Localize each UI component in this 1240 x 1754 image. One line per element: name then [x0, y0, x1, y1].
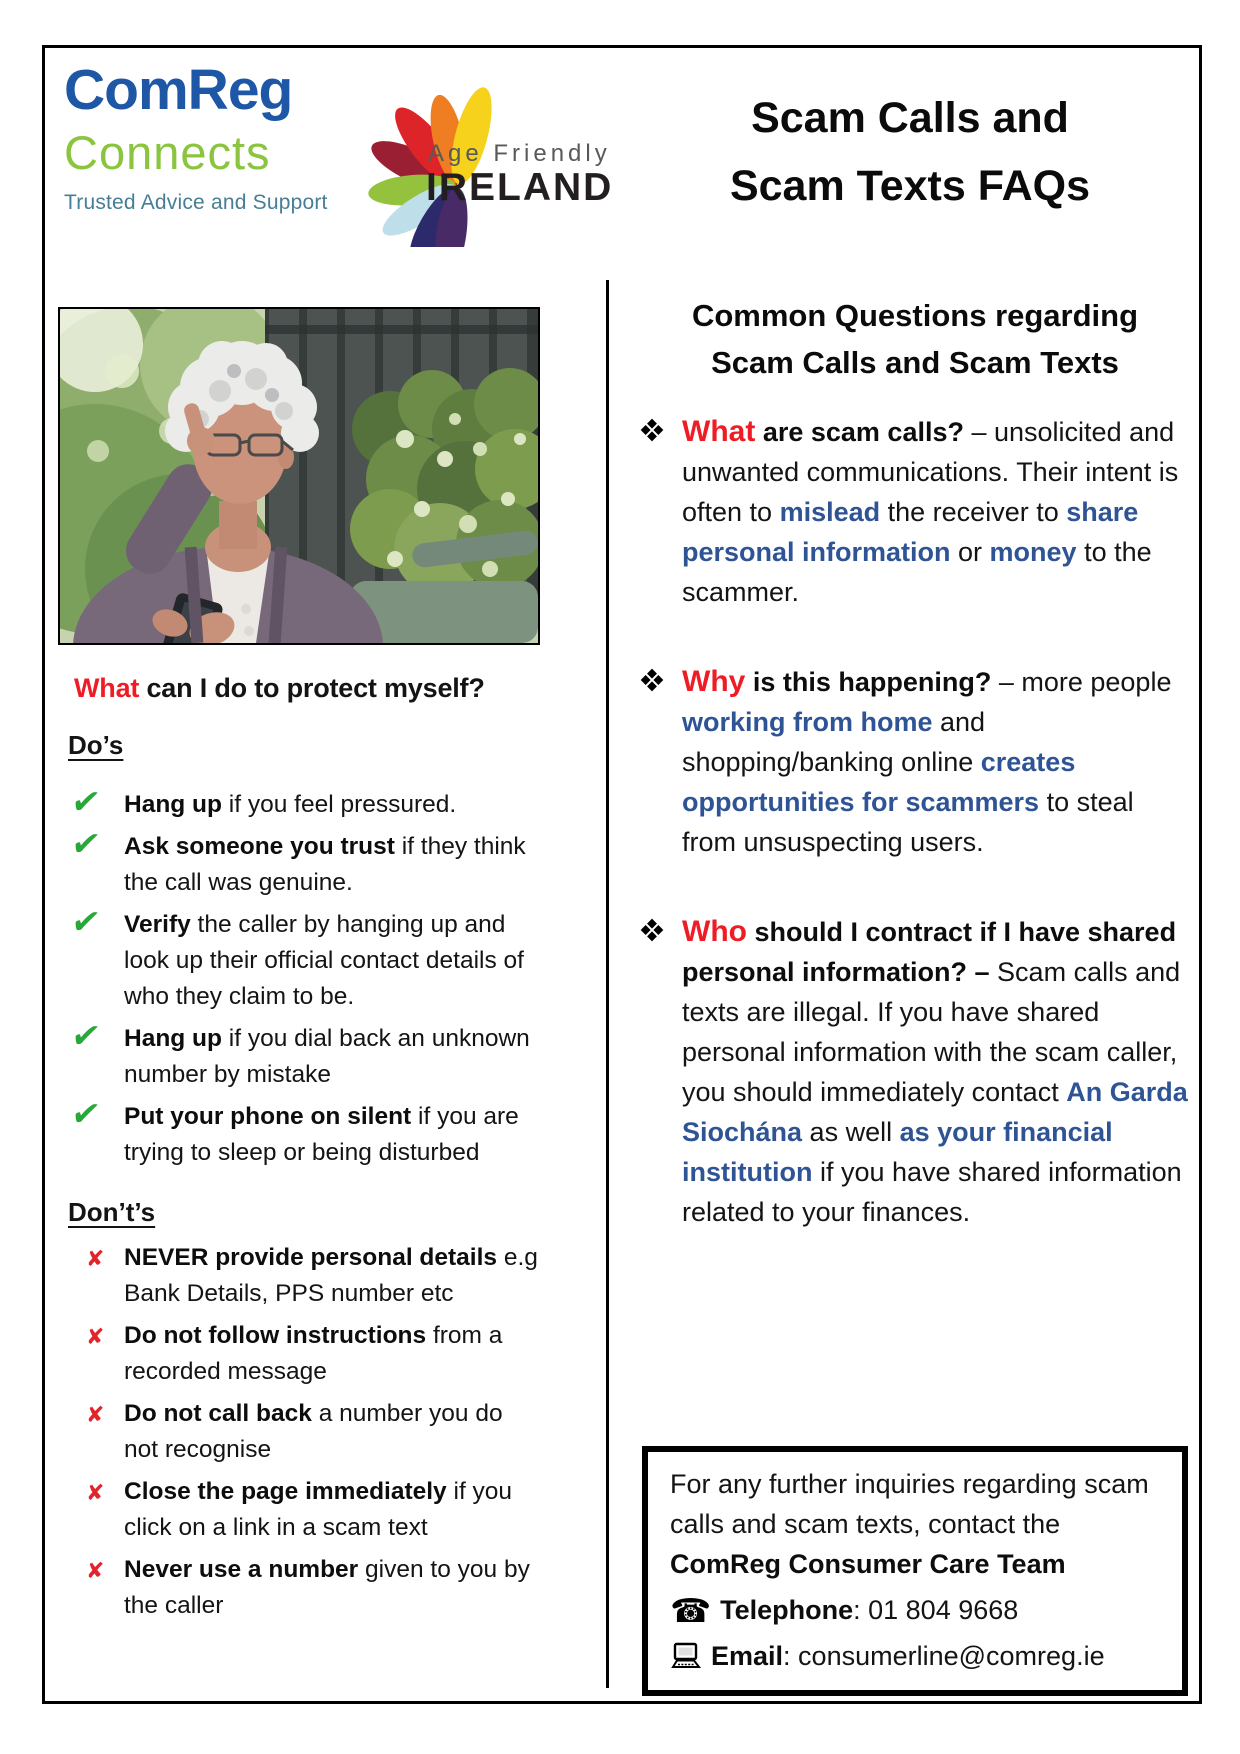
telephone-line — [670, 1590, 1168, 1630]
photo-illustration — [60, 309, 538, 643]
cross-icon: ✘ — [86, 1247, 105, 1272]
item-rest: if you are trying to sleep or being disturbed — [124, 1103, 519, 1166]
donts-list — [58, 1240, 542, 1624]
comreg-brand: ComReg — [64, 58, 293, 122]
photo-elderly-woman-with-phone — [58, 307, 540, 645]
item-rest: a number you do not recognise — [124, 1400, 503, 1463]
faq-item-what — [642, 412, 1188, 612]
item-rest: given to you by the caller — [124, 1556, 530, 1619]
cross-icon: ✘ — [86, 1403, 105, 1428]
item-rest: if you click on a link in a scam text — [124, 1478, 513, 1541]
question-rest: can I do to protect myself? — [139, 673, 485, 703]
contact-intro: For any further inquiries regarding scam calls and scam texts, contact the ComReg Consumer Care Team — [670, 1469, 1149, 1579]
afi-text-age-friendly: Age Friendly — [428, 140, 611, 167]
question-highlight: What — [74, 673, 140, 703]
list-item — [58, 1016, 542, 1093]
dos-heading: Do’s — [68, 730, 124, 760]
title-line1: Scam Calls and — [751, 94, 1069, 142]
item-rest: if you dial back an unknown number by mistake — [124, 1025, 530, 1088]
item-rest: if you feel pressured. — [222, 791, 457, 818]
list-item — [58, 1396, 542, 1468]
comreg-connects: Connects — [64, 126, 271, 179]
email-text: Email: consumerline@comreg.ie — [711, 1641, 1105, 1671]
item-lead: Hang up — [124, 1025, 222, 1052]
item-lead: Close the page immediately — [124, 1478, 447, 1505]
check-icon: ✔ — [68, 824, 104, 863]
donts-heading: Don’t’s — [68, 1197, 156, 1227]
check-icon: ✔ — [68, 1094, 104, 1133]
comreg-tagline: Trusted Advice and Support — [64, 191, 328, 214]
computer-icon — [670, 1642, 702, 1670]
list-item — [58, 1240, 542, 1312]
item-rest: from a recorded message — [124, 1322, 503, 1385]
list-item — [58, 1552, 542, 1624]
contact-box — [642, 1446, 1188, 1696]
dos-list — [58, 782, 542, 1171]
item-lead: NEVER provide personal details — [124, 1244, 498, 1271]
faq-text: Who should I contract if I have shared personal information? – Scam calls and texts are illegal. If you have shared personal information with the scam caller, you should immediately contact An Garda Siochána as well as your financial institution if you have shared information related to your finances. — [682, 915, 1188, 1227]
question-heading — [74, 673, 542, 704]
item-lead: Hang up — [124, 791, 222, 818]
comreg-logo — [64, 58, 328, 214]
afi-text-ireland: IRELAND — [426, 166, 614, 209]
column-divider — [606, 280, 609, 1688]
list-item — [58, 1318, 542, 1390]
item-lead: Never use a number — [124, 1556, 359, 1583]
item-rest: the caller by hanging up and look up their official contact details of who they claim to be. — [124, 911, 524, 1010]
item-lead: Verify — [124, 911, 191, 938]
faq-section-heading: Common Questions regarding Scam Calls and Scam Texts — [691, 298, 1139, 380]
faq-text: Why is this happening? – more people working from home and shopping/banking online creates opportunities for scammers to steal from unsuspecting users. — [682, 665, 1172, 857]
faq-item-who — [642, 912, 1188, 1232]
title-line2: Scam Texts FAQs — [729, 162, 1091, 210]
diamond-bullet-icon — [641, 669, 664, 692]
item-lead: Do not follow instructions — [124, 1322, 427, 1349]
list-item — [58, 1474, 542, 1546]
list-item — [58, 824, 542, 901]
diamond-bullet-icon — [641, 919, 664, 942]
check-icon: ✔ — [68, 902, 104, 941]
telephone-text: Telephone: 01 804 9668 — [720, 1595, 1019, 1625]
item-rest: if they think the call was genuine. — [124, 833, 526, 896]
cross-icon: ✘ — [86, 1481, 105, 1506]
right-column — [642, 292, 1188, 1282]
age-friendly-ireland-logo — [336, 72, 636, 247]
cross-icon: ✘ — [86, 1325, 105, 1350]
telephone-icon: ☎ — [670, 1590, 712, 1630]
list-item — [58, 782, 542, 823]
item-lead: Put your phone on silent — [124, 1103, 412, 1130]
item-lead: Do not call back — [124, 1400, 312, 1427]
diamond-bullet-icon — [641, 419, 664, 442]
list-item — [58, 1094, 542, 1171]
cross-icon: ✘ — [86, 1559, 105, 1584]
page-title — [650, 84, 1170, 220]
faq-text: What are scam calls? – unsolicited and unwanted communications. Their intent is often to mislead the receiver to share personal information or money to the scammer. — [682, 415, 1179, 607]
item-lead: Ask someone you trust — [124, 833, 395, 860]
check-icon: ✔ — [68, 782, 104, 821]
email-line — [670, 1636, 1168, 1676]
item-rest: e.g Bank Details, PPS number etc — [124, 1244, 538, 1307]
left-column — [58, 307, 542, 1630]
faq-item-why — [642, 662, 1188, 862]
list-item — [58, 902, 542, 1015]
check-icon: ✔ — [68, 1016, 104, 1055]
